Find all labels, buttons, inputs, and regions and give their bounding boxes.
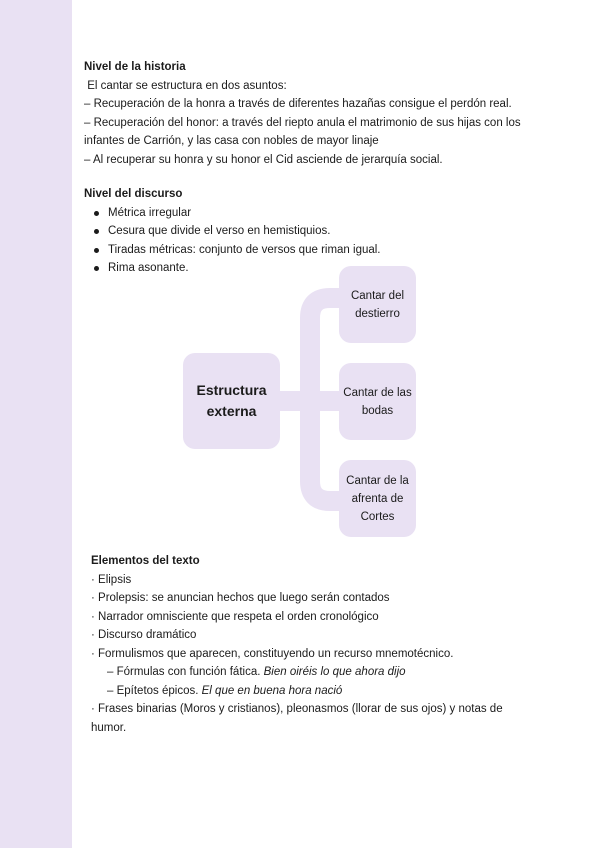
center-label: Estructura externa [196,382,267,419]
diagram-leaf-node [339,363,416,440]
sub-text: – Fórmulas con función fática. [107,666,264,678]
elementos-line: · Formulismos que aparecen, constituyendo un recurso mnemotécnico. [91,647,454,660]
main-content [84,58,554,278]
historia-heading: Nivel de la historia [84,61,186,73]
estructura-diagram [183,266,423,538]
elementos-line: · Frases binarias (Moros y cristianos), pleonasmos (llorar de sus ojos) y notas de [91,703,503,715]
list-item: Tiradas métricas: conjunto de versos que riman igual. [108,241,554,260]
elementos-line: humor. [91,721,127,734]
discurso-heading: Nivel del discurso [84,188,183,200]
elementos-line: · Prolepsis: se anuncian hechos que luego serán contados [91,592,390,604]
elementos-heading: Elementos del texto [91,555,200,567]
diagram-leaf-node [339,266,416,343]
elementos-sub-line [91,682,561,701]
leaf-label: Cantar de las bodas [343,386,412,417]
elementos-section [91,552,561,737]
historia-line: infantes de Carrión, y las casa con nobles de mayor linaje [84,135,379,147]
historia-line: El cantar se estructura en dos asuntos: [84,79,287,92]
leaf-label: Cantar de la afrenta de Cortes [346,474,409,523]
list-item: Métrica irregular [108,204,554,223]
sub-text: – Epítetos épicos. [107,684,202,697]
sub-example: Bien oiréis lo que ahora dijo [263,666,406,678]
list-item: Rima asonante. [108,259,554,278]
historia-line: – Al recuperar su honra y su honor el Cid asciende de jerarquía social. [84,153,443,166]
elementos-sub-line [91,663,561,682]
elementos-line: · Narrador omnisciente que respeta el orden cronológico [91,610,379,623]
historia-line: – Recuperación del honor: a través del riepto anula el matrimonio de sus hijas con los [84,116,521,129]
historia-line: – Recuperación de la honra a través de diferentes hazañas consigue el perdón real. [84,98,512,110]
elementos-line: · Elipsis [91,573,132,586]
elementos-line: · Discurso dramático [91,629,197,641]
sub-example: El que en buena hora nació [201,684,343,697]
sidebar-band [0,0,72,848]
leaf-label: Cantar del destierro [350,289,405,320]
diagram-center-node [183,353,280,449]
diagram-leaf-node [339,460,416,537]
list-item: Cesura que divide el verso en hemistiquios. [108,222,554,241]
